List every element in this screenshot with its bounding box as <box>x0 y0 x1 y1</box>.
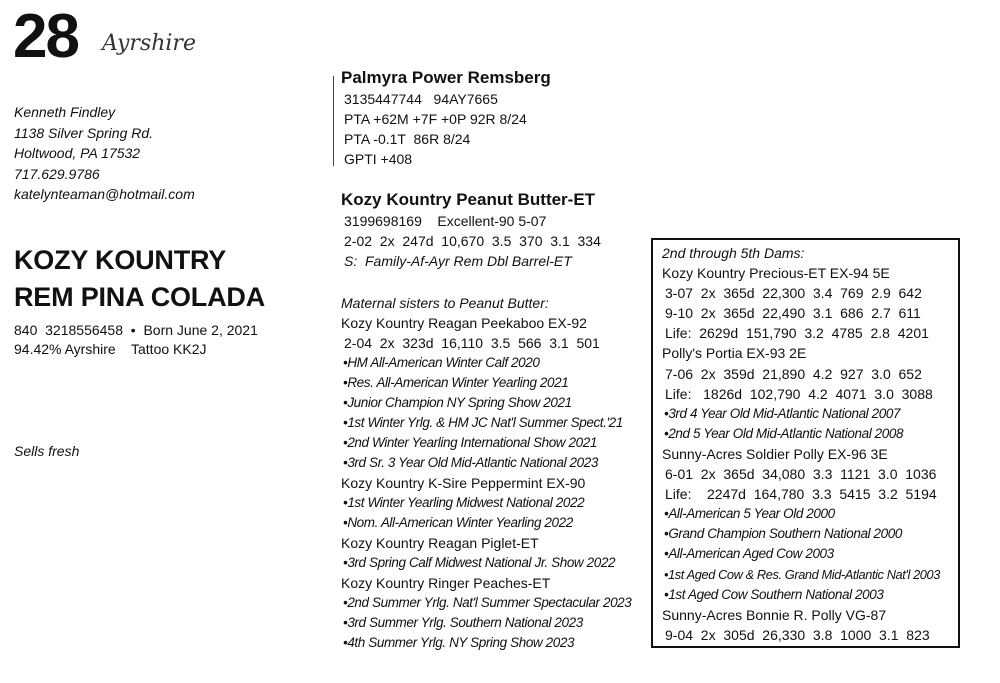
sister-award: •2nd Winter Yearling International Show 2021 <box>343 435 597 450</box>
animal-id-line: 840 3218556458 • Born June 2, 2021 <box>14 322 258 338</box>
animal-name-line1: KOZY KOUNTRY <box>14 245 227 275</box>
sister-name: Kozy Kountry Reagan Piglet-ET <box>341 535 539 551</box>
dams-box-heading: 2nd through 5th Dams: <box>662 245 805 261</box>
sister-name: Kozy Kountry Ringer Peaches-ET <box>341 575 551 591</box>
dam-ancestor-record: Life: 1826d 102,790 4.2 4071 3.0 3088 <box>665 385 933 402</box>
dam-ancestor-record: 7-06 2x 359d 21,890 4.2 927 3.0 652 <box>665 365 922 382</box>
animal-name <box>14 242 265 316</box>
pedigree-divider <box>333 76 334 166</box>
consignor-email: katelynteaman@hotmail.com <box>14 186 195 202</box>
animal-breed-line: 94.42% Ayrshire Tattoo KK2J <box>14 341 207 357</box>
sister-name: Kozy Kountry Reagan Peekaboo EX-92 <box>341 315 587 331</box>
dam-ancestor-award: •All-American Aged Cow 2003 <box>664 546 834 562</box>
dam-ancestor-name: Polly's Portia EX-93 2E <box>662 345 807 362</box>
sister-award: •3rd Summer Yrlg. Southern National 2023 <box>343 615 583 630</box>
consignor-name: Kenneth Findley <box>14 104 116 120</box>
dam-ancestor-record: 9-04 2x 305d 26,330 3.8 1000 3.1 823 <box>665 626 930 643</box>
dam-ancestor-award: •Grand Champion Southern National 2000 <box>664 526 902 542</box>
sire-line: GPTI +408 <box>344 151 413 167</box>
consignor-block <box>14 102 195 205</box>
dam-ancestor-name: Sunny-Acres Bonnie R. Polly VG-87 <box>662 606 887 623</box>
sire-line: PTA -0.1T 86R 8/24 <box>344 131 471 147</box>
maternal-sisters-block <box>341 293 631 653</box>
dam-ancestor-record: 3-07 2x 365d 22,300 3.4 769 2.9 642 <box>665 285 922 302</box>
sister-award: •Junior Champion NY Spring Show 2021 <box>343 395 572 410</box>
sister-award: •HM All-American Winter Calf 2020 <box>343 355 540 370</box>
dam-ancestor-name: Sunny-Acres Soldier Polly EX-96 3E <box>662 445 888 462</box>
breed-label: Ayrshire <box>102 31 196 56</box>
sister-award: •3rd Spring Calf Midwest National Jr. Show 2022 <box>343 555 616 570</box>
dam-ancestor-record: Life: 2629d 151,790 3.2 4785 2.8 4201 <box>665 325 929 342</box>
dam-block <box>341 189 601 271</box>
dam-ancestor-record: 6-01 2x 365d 34,080 3.3 1121 3.0 1036 <box>665 466 937 483</box>
sister-award: •Nom. All-American Winter Yearling 2022 <box>343 515 573 530</box>
dam-ancestor-award: •1st Aged Cow Southern National 2003 <box>664 586 884 602</box>
sister-award: •Res. All-American Winter Yearling 2021 <box>343 375 569 390</box>
sister-name: Kozy Kountry K-Sire Peppermint EX-90 <box>341 475 586 491</box>
consignor-city: Holtwood, PA 17532 <box>14 145 141 161</box>
sister-award: •2nd Summer Yrlg. Nat'l Summer Spectacular 2023 <box>343 595 632 610</box>
dam-ancestor-award: •All-American 5 Year Old 2000 <box>664 506 835 522</box>
sire-line: PTA +62M +7F +0P 92R 8/24 <box>344 111 527 127</box>
dam-record: 2-02 2x 247d 10,670 3.5 370 3.1 334 <box>344 233 601 249</box>
sire-line: 3135447744 94AY7665 <box>344 91 498 107</box>
sister-award: •4th Summer Yrlg. NY Spring Show 2023 <box>343 635 575 650</box>
animal-ids <box>14 321 258 359</box>
dam-ancestor-name: Kozy Kountry Precious-ET EX-94 5E <box>662 265 890 282</box>
dam-ancestor-record: Life: 2247d 164,780 3.3 5415 3.2 5194 <box>665 486 937 503</box>
sister-record: 2-04 2x 323d 16,110 3.5 566 3.1 501 <box>344 335 600 351</box>
animal-name-line2: REM PINA COLADA <box>14 282 265 312</box>
sire-block <box>341 67 551 169</box>
dams-box <box>651 238 960 648</box>
dam-ancestor-award: •1st Aged Cow & Res. Grand Mid-Atlantic Nat'l 2003 <box>664 566 940 582</box>
maternal-sisters-heading: Maternal sisters to Peanut Butter: <box>341 295 549 311</box>
sire-name: Palmyra Power Remsberg <box>341 68 551 87</box>
dam-line: 3199698169 Excellent-90 5-07 <box>344 213 547 229</box>
sister-award: •3rd Sr. 3 Year Old Mid-Atlantic National 2023 <box>343 455 598 470</box>
sister-award: •1st Winter Yrlg. & HM JC Nat'l Summer Spect.'21 <box>343 415 623 430</box>
dam-name: Kozy Kountry Peanut Butter-ET <box>341 190 596 209</box>
lot-number: 28 <box>13 2 78 71</box>
consignor-street: 1138 Silver Spring Rd. <box>14 124 154 141</box>
dam-ancestor-record: 9-10 2x 365d 22,490 3.1 686 2.7 611 <box>665 305 921 322</box>
dam-ancestor-award: •2nd 5 Year Old Mid-Atlantic National 2008 <box>664 425 904 441</box>
sister-award: •1st Winter Yearling Midwest National 2022 <box>343 495 585 510</box>
sale-note: Sells fresh <box>14 443 80 459</box>
dam-sire-line: S: Family-Af-Ayr Rem Dbl Barrel-ET <box>344 253 572 269</box>
consignor-phone: 717.629.9786 <box>14 165 100 182</box>
dam-ancestor-award: •3rd 4 Year Old Mid-Atlantic National 2007 <box>664 405 901 421</box>
